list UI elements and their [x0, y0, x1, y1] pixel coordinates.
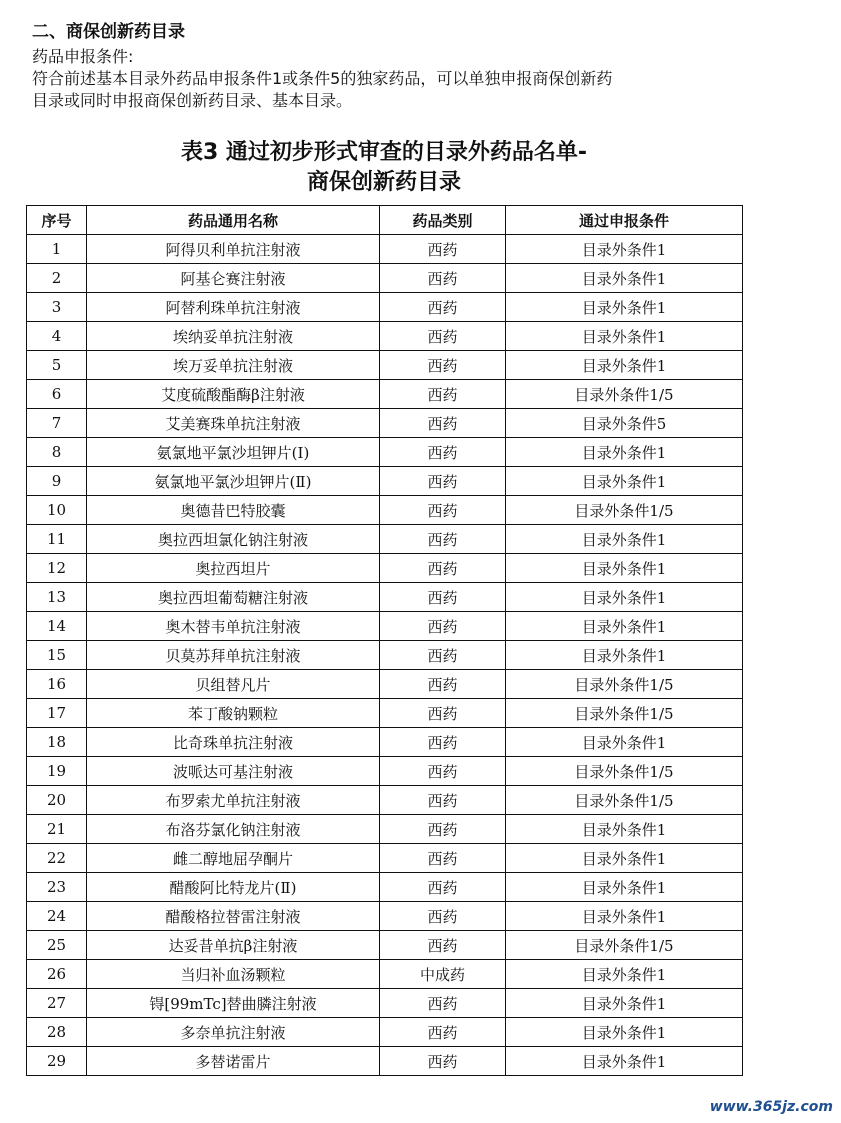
cell-drug-category: 西药	[380, 380, 506, 409]
table-row	[27, 322, 743, 351]
table-row	[27, 1018, 743, 1047]
cell-drug-category: 西药	[380, 1047, 506, 1076]
cell-approval-condition: 目录外条件1	[506, 264, 743, 293]
cell-drug-category: 西药	[380, 699, 506, 728]
cell-drug-name: 奥拉西坦葡萄糖注射液	[87, 583, 380, 612]
cell-drug-name: 波哌达可基注射液	[87, 757, 380, 786]
cell-approval-condition: 目录外条件1/5	[506, 757, 743, 786]
header-drug-name: 药品通用名称	[87, 206, 380, 235]
table-row	[27, 902, 743, 931]
cell-approval-condition: 目录外条件1	[506, 322, 743, 351]
cell-drug-category: 西药	[380, 989, 506, 1018]
cell-drug-name: 艾美赛珠单抗注射液	[87, 409, 380, 438]
table-row	[27, 409, 743, 438]
cell-approval-condition: 目录外条件1	[506, 728, 743, 757]
cell-drug-name: 阿得贝利单抗注射液	[87, 235, 380, 264]
cell-approval-condition: 目录外条件1/5	[506, 786, 743, 815]
cell-drug-name: 奥拉西坦片	[87, 554, 380, 583]
intro-line-3: 目录或同时申报商保创新药目录、基本目录。	[32, 91, 353, 110]
cell-drug-name: 雌二醇地屈孕酮片	[87, 844, 380, 873]
cell-serial-number: 20	[27, 786, 87, 815]
intro-line-2: 符合前述基本目录外药品申报条件1或条件5的独家药品，可以单独申报商保创新药	[32, 69, 613, 88]
cell-approval-condition: 目录外条件1/5	[506, 496, 743, 525]
cell-serial-number: 19	[27, 757, 87, 786]
cell-drug-category: 西药	[380, 438, 506, 467]
cell-approval-condition: 目录外条件1	[506, 844, 743, 873]
cell-serial-number: 14	[27, 612, 87, 641]
cell-drug-category: 西药	[380, 873, 506, 902]
table-row	[27, 438, 743, 467]
cell-serial-number: 24	[27, 902, 87, 931]
cell-drug-category: 西药	[380, 293, 506, 322]
table-row	[27, 525, 743, 554]
site-watermark: www.365jz.com	[709, 1099, 833, 1115]
cell-drug-name: 埃纳妥单抗注射液	[87, 322, 380, 351]
cell-drug-name: 奥德昔巴特胶囊	[87, 496, 380, 525]
cell-drug-category: 西药	[380, 1018, 506, 1047]
table-row	[27, 931, 743, 960]
cell-drug-name: 阿基仑赛注射液	[87, 264, 380, 293]
cell-approval-condition: 目录外条件1	[506, 467, 743, 496]
cell-serial-number: 25	[27, 931, 87, 960]
cell-drug-name: 氨氯地平氯沙坦钾片(Ⅱ)	[87, 467, 380, 496]
header-serial-number: 序号	[27, 206, 87, 235]
cell-approval-condition: 目录外条件1/5	[506, 380, 743, 409]
cell-serial-number: 26	[27, 960, 87, 989]
cell-drug-category: 西药	[380, 467, 506, 496]
table-row	[27, 757, 743, 786]
section-heading: 二、商保创新药目录	[32, 22, 185, 42]
cell-serial-number: 9	[27, 467, 87, 496]
cell-serial-number: 11	[27, 525, 87, 554]
cell-serial-number: 15	[27, 641, 87, 670]
table-row	[27, 583, 743, 612]
cell-drug-name: 多奈单抗注射液	[87, 1018, 380, 1047]
cell-approval-condition: 目录外条件1	[506, 554, 743, 583]
intro-text	[32, 46, 792, 112]
cell-drug-name: 奥木替韦单抗注射液	[87, 612, 380, 641]
cell-approval-condition: 目录外条件5	[506, 409, 743, 438]
table-body	[27, 235, 743, 1076]
cell-drug-category: 西药	[380, 670, 506, 699]
cell-serial-number: 17	[27, 699, 87, 728]
cell-drug-name: 布洛芬氯化钠注射液	[87, 815, 380, 844]
cell-drug-name: 多替诺雷片	[87, 1047, 380, 1076]
cell-approval-condition: 目录外条件1	[506, 873, 743, 902]
cell-drug-name: 锝[99mTc]替曲膦注射液	[87, 989, 380, 1018]
cell-drug-name: 当归补血汤颗粒	[87, 960, 380, 989]
cell-serial-number: 8	[27, 438, 87, 467]
cell-serial-number: 21	[27, 815, 87, 844]
header-drug-category: 药品类别	[380, 206, 506, 235]
table-row	[27, 844, 743, 873]
cell-serial-number: 5	[27, 351, 87, 380]
cell-serial-number: 6	[27, 380, 87, 409]
cell-drug-category: 西药	[380, 786, 506, 815]
table-row	[27, 960, 743, 989]
cell-drug-name: 比奇珠单抗注射液	[87, 728, 380, 757]
cell-approval-condition: 目录外条件1	[506, 902, 743, 931]
cell-approval-condition: 目录外条件1/5	[506, 931, 743, 960]
cell-drug-name: 醋酸阿比特龙片(Ⅱ)	[87, 873, 380, 902]
intro-line-1: 药品申报条件:	[32, 47, 134, 66]
cell-serial-number: 22	[27, 844, 87, 873]
cell-drug-category: 西药	[380, 902, 506, 931]
table-title-line-1: 表3 通过初步形式审查的目录外药品名单-	[180, 140, 588, 165]
cell-approval-condition: 目录外条件1	[506, 583, 743, 612]
cell-drug-category: 西药	[380, 525, 506, 554]
cell-drug-name: 奥拉西坦氯化钠注射液	[87, 525, 380, 554]
cell-drug-category: 中成药	[380, 960, 506, 989]
cell-drug-category: 西药	[380, 728, 506, 757]
cell-approval-condition: 目录外条件1	[506, 989, 743, 1018]
cell-approval-condition: 目录外条件1	[506, 612, 743, 641]
cell-drug-category: 西药	[380, 931, 506, 960]
cell-serial-number: 10	[27, 496, 87, 525]
cell-serial-number: 7	[27, 409, 87, 438]
cell-drug-name: 艾度硫酸酯酶β注射液	[87, 380, 380, 409]
table-row	[27, 815, 743, 844]
cell-serial-number: 3	[27, 293, 87, 322]
cell-serial-number: 2	[27, 264, 87, 293]
header-approval-condition: 通过申报条件	[506, 206, 743, 235]
cell-drug-name: 贝莫苏拜单抗注射液	[87, 641, 380, 670]
cell-drug-category: 西药	[380, 583, 506, 612]
cell-drug-category: 西药	[380, 612, 506, 641]
table-row	[27, 293, 743, 322]
table-row	[27, 612, 743, 641]
cell-drug-name: 苯丁酸钠颗粒	[87, 699, 380, 728]
table-row	[27, 467, 743, 496]
cell-serial-number: 12	[27, 554, 87, 583]
cell-approval-condition: 目录外条件1/5	[506, 670, 743, 699]
cell-drug-name: 布罗索尤单抗注射液	[87, 786, 380, 815]
cell-serial-number: 29	[27, 1047, 87, 1076]
cell-serial-number: 27	[27, 989, 87, 1018]
cell-drug-category: 西药	[380, 641, 506, 670]
table-title-line-2: 商保创新药目录	[306, 170, 461, 195]
table-row	[27, 728, 743, 757]
cell-drug-name: 埃万妥单抗注射液	[87, 351, 380, 380]
cell-drug-category: 西药	[380, 351, 506, 380]
table-row	[27, 380, 743, 409]
cell-approval-condition: 目录外条件1	[506, 815, 743, 844]
table-row	[27, 351, 743, 380]
cell-serial-number: 23	[27, 873, 87, 902]
table-row	[27, 1047, 743, 1076]
table-row	[27, 554, 743, 583]
cell-drug-category: 西药	[380, 235, 506, 264]
cell-approval-condition: 目录外条件1	[506, 1047, 743, 1076]
cell-approval-condition: 目录外条件1/5	[506, 699, 743, 728]
cell-drug-name: 贝组替凡片	[87, 670, 380, 699]
cell-approval-condition: 目录外条件1	[506, 235, 743, 264]
table-row	[27, 699, 743, 728]
cell-drug-category: 西药	[380, 496, 506, 525]
cell-drug-name: 达妥昔单抗β注射液	[87, 931, 380, 960]
table-row	[27, 873, 743, 902]
table-title	[24, 138, 744, 198]
cell-approval-condition: 目录外条件1	[506, 438, 743, 467]
cell-approval-condition: 目录外条件1	[506, 1018, 743, 1047]
cell-approval-condition: 目录外条件1	[506, 351, 743, 380]
table-row	[27, 989, 743, 1018]
table-header-row	[27, 206, 743, 235]
cell-serial-number: 28	[27, 1018, 87, 1047]
cell-drug-category: 西药	[380, 322, 506, 351]
cell-approval-condition: 目录外条件1	[506, 293, 743, 322]
cell-drug-category: 西药	[380, 844, 506, 873]
cell-serial-number: 18	[27, 728, 87, 757]
cell-serial-number: 16	[27, 670, 87, 699]
table-row	[27, 264, 743, 293]
cell-approval-condition: 目录外条件1	[506, 960, 743, 989]
cell-drug-name: 醋酸格拉替雷注射液	[87, 902, 380, 931]
table-row	[27, 496, 743, 525]
cell-serial-number: 13	[27, 583, 87, 612]
cell-approval-condition: 目录外条件1	[506, 525, 743, 554]
table-row	[27, 235, 743, 264]
table-row	[27, 670, 743, 699]
cell-drug-category: 西药	[380, 554, 506, 583]
cell-approval-condition: 目录外条件1	[506, 641, 743, 670]
cell-drug-name: 阿替利珠单抗注射液	[87, 293, 380, 322]
cell-drug-category: 西药	[380, 757, 506, 786]
cell-serial-number: 4	[27, 322, 87, 351]
table-row	[27, 786, 743, 815]
cell-drug-category: 西药	[380, 409, 506, 438]
table-row	[27, 641, 743, 670]
drug-list-table	[26, 205, 743, 1076]
cell-drug-category: 西药	[380, 815, 506, 844]
cell-drug-category: 西药	[380, 264, 506, 293]
cell-serial-number: 1	[27, 235, 87, 264]
cell-drug-name: 氨氯地平氯沙坦钾片(Ⅰ)	[87, 438, 380, 467]
